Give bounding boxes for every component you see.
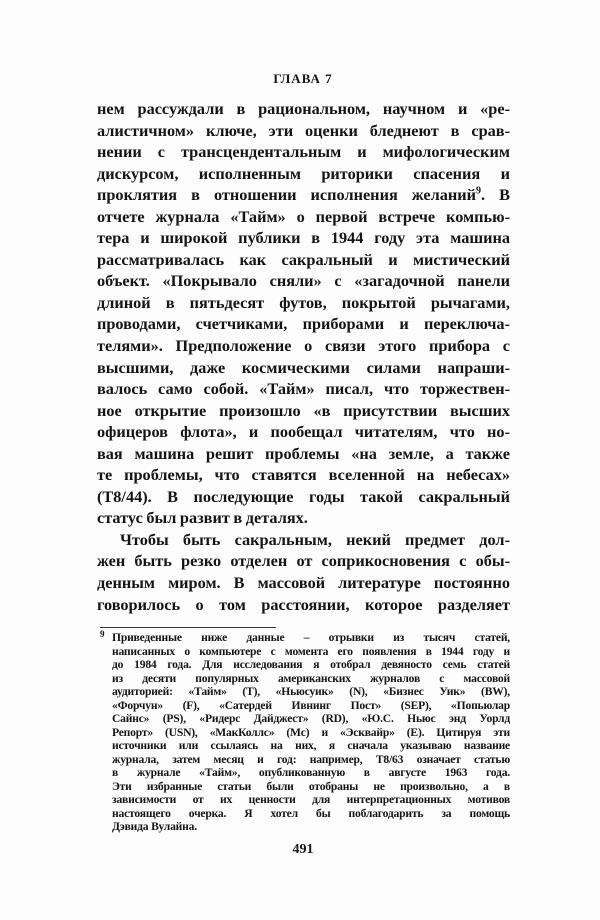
text-line: те проблемы, что ставятся вселенной на небесах» (97, 465, 510, 485)
text-line: вая машина решит проблемы «на земле, а также (97, 443, 510, 463)
text-line: дискурсом, исполненным риторики спасения и (97, 163, 510, 183)
main-text (97, 98, 510, 615)
footnote-divider (100, 627, 276, 628)
text-line: нении с трансцендентальным и мифологическим (97, 142, 510, 162)
text-line: проводами, счетчиками, приборами и переключа- (97, 314, 510, 334)
footnote-line: Приведенные ниже данные – отрывки из тысяч статей, (112, 631, 510, 644)
footnote-line: написанных о компьютере с момента его появления в 1944 году и (112, 644, 510, 658)
text-line: длиной в пятьдесят футов, покрытой рычагами, (97, 292, 510, 312)
text-segment: проклятия в отношении исполнения желаний (97, 185, 477, 205)
text-line: денным миром. В массовой литературе постоянно (97, 573, 510, 593)
footnote-line: настоящего очерка. Я хотел бы поблагодарить за помощь (112, 806, 510, 820)
footnote-line: Эти избранные статьи были отобраны не произвольно, а в (112, 779, 510, 793)
running-header: ГЛАВА 7 (273, 71, 333, 86)
text-line: статус был развит в деталях. (97, 508, 308, 528)
footnote-line: Репорт» (USN), «МакКоллс» (Mc) и «Эсквайр» (E). Цитируя эти (112, 725, 510, 739)
footnote-line: аудиторией: «Тайм» (T), «Ньюсуик» (N), «Бизнес Уик» (BW), (112, 685, 510, 698)
footnote-marker: 9 (100, 629, 105, 639)
text-line: тера и широкой публики в 1944 году эта машина (97, 228, 510, 248)
text-line: телями». Предположение о связи этого прибора с (97, 336, 510, 356)
footnote-line: источники или ссылаясь на них, я сначала указываю название (112, 739, 510, 752)
footnote-reference[interactable]: 9 (476, 185, 482, 197)
footnote-line: до 1984 года. Для исследования я отобрал девяносто семь статей (112, 658, 510, 671)
text-line: нем рассуждали в рациональном, научном и «ре- (97, 99, 510, 118)
footnote-line: Сайнс» (PS), «Ридерс Дайджест» (RD), «Ю.С. Ньюс энд Уорлд (112, 712, 510, 725)
footnote-line: из десяти популярных американских журналов с массовой (112, 671, 510, 685)
text-line: офицеров флота», и пообещал читателям, что но- (97, 422, 510, 442)
text-line: высшими, даже космическими силами напраши- (97, 357, 510, 377)
footnote-line: «Форчун» (F), «Сатердей Ивнинг Пост» (SEP), «Попьюлар (112, 698, 510, 712)
text-line: говорилось о том расстоянии, которое разделяет (97, 594, 510, 614)
footnote-line: зависимости от их ценности для интерпретационных мотивов (112, 793, 510, 806)
text-line: рассматривалась как сакральный и мистический (97, 249, 510, 269)
footnote-line: Дэвида Вулайна. (112, 820, 197, 833)
text-line: валось само собой. «Тайм» писал, что торжествен- (97, 379, 510, 399)
text-segment: . В (481, 185, 510, 205)
text-line: отчете журнала «Тайм» о первой встрече компью- (97, 206, 510, 226)
text-line: жен быть резко отделен от соприкосновения с обы- (97, 551, 510, 571)
footnote-line: журнала, затем месяц и год: например, T8/63 означает статью (112, 752, 510, 766)
text-line (97, 184, 510, 206)
text-line: ное открытие произошло «в присутствии высших (97, 400, 510, 420)
text-line: алистичном» ключе, эти оценки бледнеют в срав- (97, 120, 510, 140)
text-line: объект. «Покрывало сняли» с «загадочной панели (97, 271, 510, 291)
footnote-line: в журнале «Тайм», опубликованную в августе 1963 года. (112, 766, 510, 779)
footnote (100, 631, 510, 834)
page-number: 491 (292, 842, 314, 857)
text-line: (Т8/44). В последующие годы такой сакральный (97, 486, 510, 506)
text-line: Чтобы быть сакральным, некий предмет дол- (120, 529, 510, 549)
